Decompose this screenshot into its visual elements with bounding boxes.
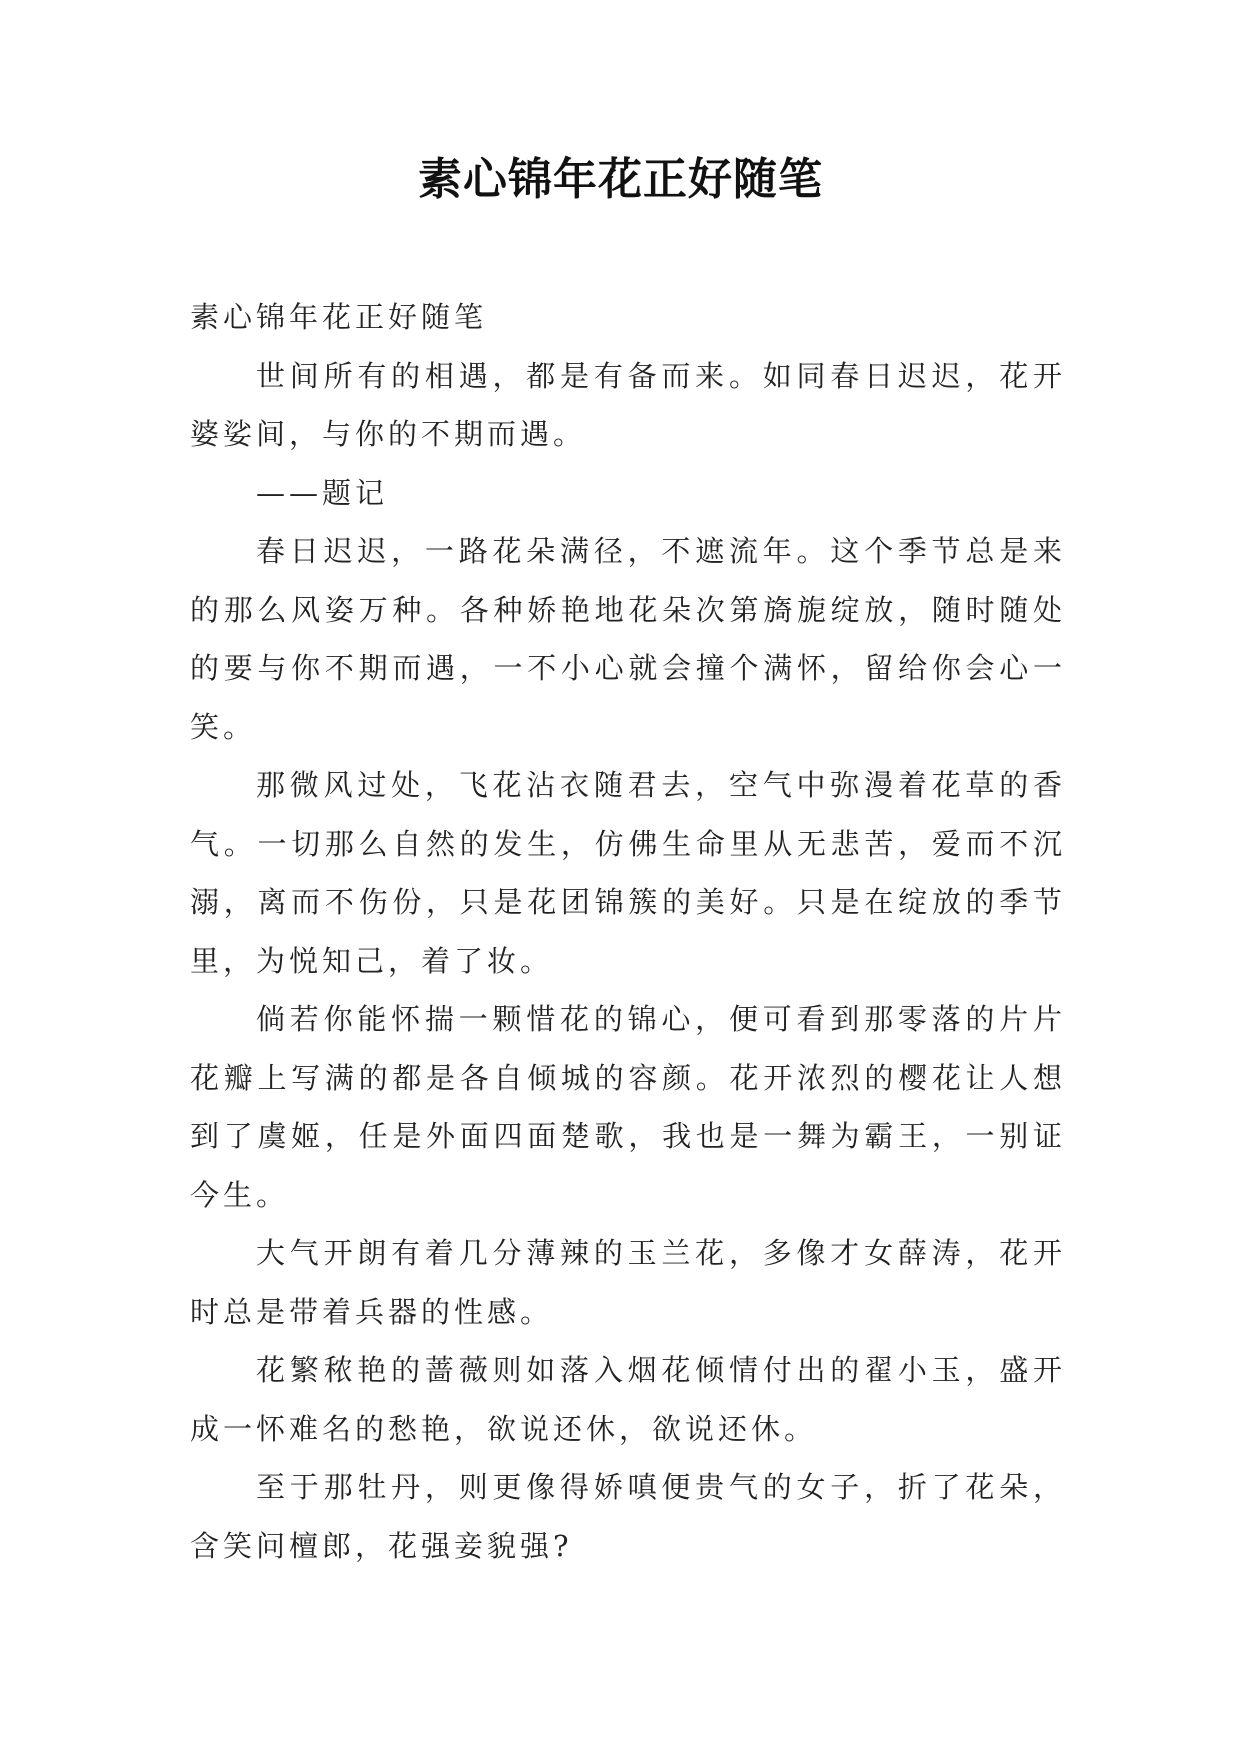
document-title: 素心锦年花正好随笔	[418, 154, 823, 205]
paragraph-epigraph: 世间所有的相遇，都是有备而来。如同春日迟迟，花开婆娑间，与你的不期而遇。	[190, 358, 1066, 451]
paragraph-subtitle: 素心锦年花正好随笔	[190, 300, 488, 334]
paragraph: 大气开朗有着几分薄辣的玉兰花，多像才女薛涛，花开时总是带着兵器的性感。	[190, 1236, 1066, 1329]
document-body	[190, 288, 1066, 1575]
paragraph: 倘若你能怀揣一颗惜花的锦心，便可看到那零落的片片花瓣上写满的都是各自倾城的容颜。花开浓烈的樱花让人想到了虞姬，任是外面四面楚歌，我也是一舞为霸王，一别证今生。	[190, 1002, 1066, 1212]
paragraph: 至于那牡丹，则更像得娇嗔便贵气的女子，折了花朵，含笑问檀郎，花强妾貌强?	[190, 1470, 1066, 1563]
paragraph: 春日迟迟，一路花朵满径，不遮流年。这个季节总是来的那么风姿万种。各种娇艳地花朵次第旖旎绽放，随时随处的要与你不期而遇，一不小心就会撞个满怀，留给你会心一笑。	[190, 534, 1066, 744]
paragraph: 花繁秾艳的蔷薇则如落入烟花倾情付出的翟小玉，盛开成一怀难名的愁艳，欲说还休，欲说还休。	[190, 1353, 1066, 1446]
paragraph: 那微风过处，飞花沾衣随君去，空气中弥漫着花草的香气。一切那么自然的发生，仿佛生命里从无悲苦，爱而不沉溺，离而不伤份，只是花团锦簇的美好。只是在绽放的季节里，为悦知己，着了妆。	[190, 768, 1066, 978]
paragraph-epigraph-attribution: ——题记	[256, 475, 389, 510]
